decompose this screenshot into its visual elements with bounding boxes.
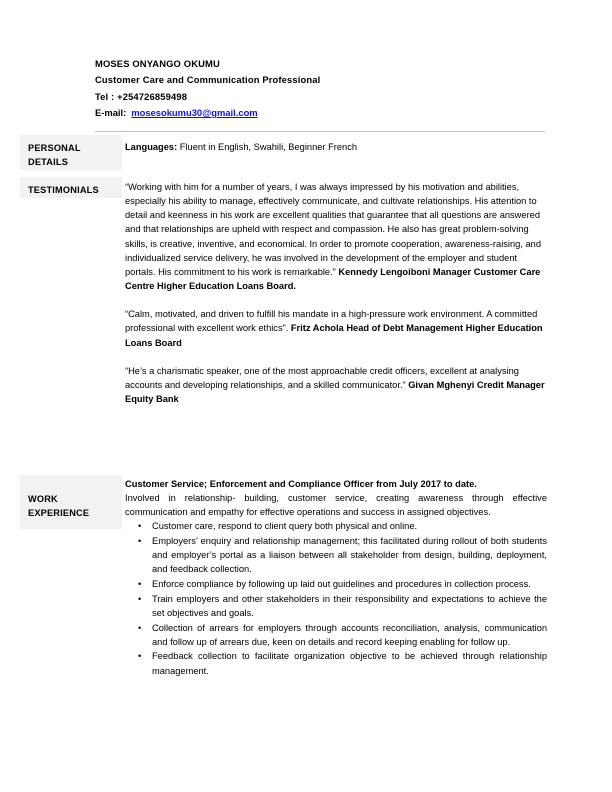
testimonial-attribution: Kennedy Lengoiboni Manager Customer Care Centre Higher Education Loans Board.: [125, 266, 541, 292]
testimonial-quote: “He’s a charismatic speaker, one of the most approachable credit officers, excellent at analysing accounts and developing relationships, and a skilled communicator.”: [125, 365, 519, 390]
work-experience-label-line2: EXPERIENCE: [28, 508, 90, 518]
list-item-text: Train employers and other stakeholders in their responsibility and expectations to achieve the set objectives and goals.: [152, 593, 547, 618]
resume-header: [95, 56, 545, 122]
work-responsibilities-list: [125, 519, 547, 677]
list-item: [125, 534, 547, 576]
candidate-job-title: Customer Care and Communication Professional: [95, 74, 321, 86]
bullet-icon: •: [138, 593, 142, 604]
candidate-email-row: [95, 105, 545, 121]
testimonial-item: [125, 180, 545, 293]
work-role-heading-text: Customer Service; Enforcement and Compliance Officer from July 2017 to date.: [125, 479, 477, 489]
testimonial-quote: “Working with him for a number of years, I was always impressed by his motivation and abilities, especially his ability to manage, effectively communicate, and cultivate relationships. His attention to detail and keenness in his work are excellent qualities that guarantee that all questions are answered and that relationships are upheld with respect and compassion. He also has great problem-solving skills, is creative, inventive, and economical. In order to promote cooperation, awareness-raising, and individualized service delivery, he was involved in the development of the employer and student portals. His commitment to his work is remarkable.”: [125, 182, 541, 277]
email-label: E-mail:: [95, 107, 127, 119]
email-link[interactable]: mosesokumu30@gmail.com: [131, 107, 258, 119]
work-experience-label-box: [20, 475, 122, 529]
testimonial-item: [125, 307, 545, 349]
work-summary: Involved in relationship- building, customer service, creating awareness through effective communication and empathy for effective operations and success in assigned objectives.: [125, 493, 547, 518]
list-item: [125, 577, 547, 591]
candidate-name: MOSES ONYANGO OKUMU: [95, 58, 220, 69]
bullet-icon: •: [138, 651, 142, 662]
list-item-text: Collection of arrears for employers through accounts reconciliation, analysis, communication and follow up of arrears due, keen on details and record keeping enabling for follow up.: [152, 622, 547, 647]
languages-value: Fluent in English, Swahili, Beginner French: [179, 142, 358, 152]
testimonial-item: [125, 364, 545, 406]
testimonial-attribution: Fritz Achola Head of Debt Management Higher Education Loans Board: [125, 323, 543, 348]
testimonials-body: [125, 177, 545, 406]
header-divider-rule: [95, 131, 545, 132]
spacer: [125, 293, 545, 307]
bullet-icon: •: [138, 622, 142, 633]
spacer: [125, 350, 545, 364]
work-experience-body: [125, 475, 547, 678]
personal-details-label-line2: DETAILS: [28, 157, 69, 167]
personal-details-label-box: [20, 135, 122, 170]
testimonials-label: TESTIMONIALS: [28, 185, 99, 195]
bullet-icon: •: [138, 579, 142, 590]
list-item-text: Employers’ enquiry and relationship management; this facilitated during rollout of both students and employer’s portal as a liaison between all stakeholder from design, building, deployment, and feedback collection.: [152, 536, 547, 575]
candidate-telephone: Tel : +254726859498: [95, 90, 188, 102]
personal-details-body: [125, 135, 545, 154]
work-role-heading: [125, 477, 547, 491]
bullet-icon: •: [138, 536, 142, 547]
testimonial-attribution: Givan Mghenyi Credit Manager Equity Bank: [125, 379, 545, 405]
languages-label: Languages:: [125, 142, 178, 152]
list-item: [125, 621, 547, 649]
list-item-text: Feedback collection to facilitate organization objective to be achieved through relationship management.: [152, 651, 547, 676]
testimonials-label-box: [20, 177, 122, 198]
list-item: [125, 592, 547, 620]
list-item: [125, 649, 547, 677]
languages-row: [125, 140, 545, 154]
bullet-icon: •: [138, 521, 142, 532]
testimonial-quote: “Calm, motivated, and driven to fulfill his mandate in a high-pressure work environment. A committed professional with excellent work ethics”.: [125, 309, 538, 334]
personal-details-label-line1: PERSONAL: [28, 143, 81, 153]
list-item: [125, 519, 547, 533]
list-item-text: Customer care, respond to client query both physical and online.: [152, 521, 418, 532]
work-experience-label-line1: WORK: [28, 494, 58, 504]
list-item-text: Enforce compliance by following up laid out guidelines and procedures in collection process.: [152, 579, 531, 590]
